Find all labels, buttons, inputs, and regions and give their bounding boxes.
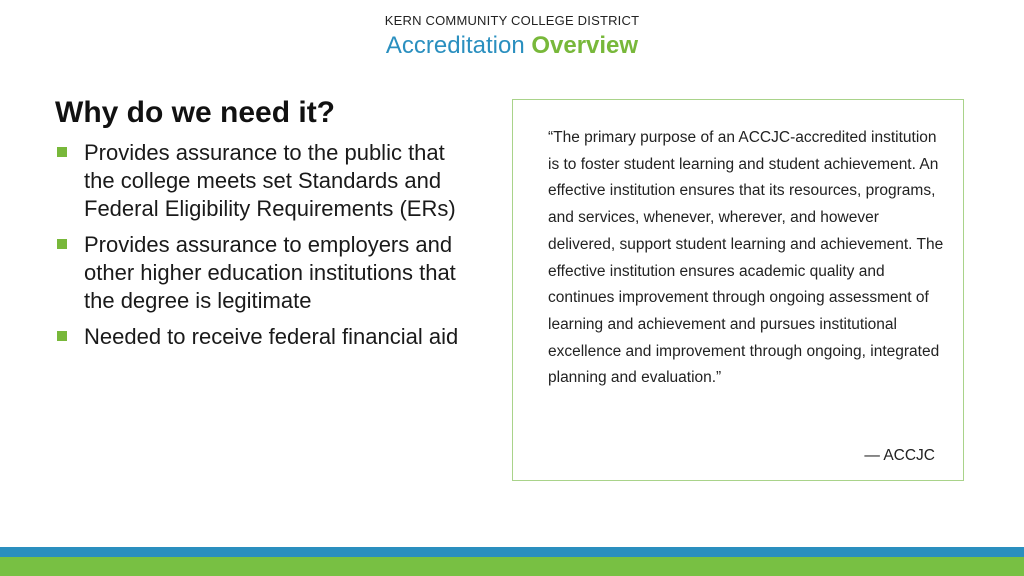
bullet-list [55,139,465,351]
slide-header [0,12,1024,61]
square-bullet-icon [57,239,67,249]
section-heading: Why do we need it? [55,96,336,129]
bullet-text: Provides assurance to the public that the college meets set Standards and Federal Eligibility Requirements (ERs) [84,140,456,221]
left-content [55,94,465,359]
bullet-text: Provides assurance to employers and other higher education institutions that the degree is legitimate [84,232,456,313]
square-bullet-icon [57,147,67,157]
bullet-item [55,323,465,351]
bullet-item [55,231,465,315]
slide-title [0,31,1024,61]
quote-box [512,99,964,481]
quote-attribution: — ACCJC [864,447,935,464]
organization-name: KERN COMMUNITY COLLEGE DISTRICT [384,13,640,28]
slide-title-accreditation: Accreditation [385,32,532,59]
footer-bar-green [0,557,1024,576]
square-bullet-icon [57,331,67,341]
bullet-item [55,139,465,223]
footer-bar-blue [0,547,1024,557]
slide-title-overview: Overview [531,32,639,59]
quote-text: “The primary purpose of an ACCJC-accredited institution is to foster student learning and student achievement. An effective institution ensures that its resources, programs, and services, whenever, wherever, and however delivered, support student learning and achievement. The effective institution ensures academic quality and continues improvement through ongoing assessment of learning and achievement and pursues institutional excellence and improvement through ongoing, integrated planning and evaluation.” [548,129,944,387]
bullet-text: Needed to receive federal financial aid [84,324,459,349]
